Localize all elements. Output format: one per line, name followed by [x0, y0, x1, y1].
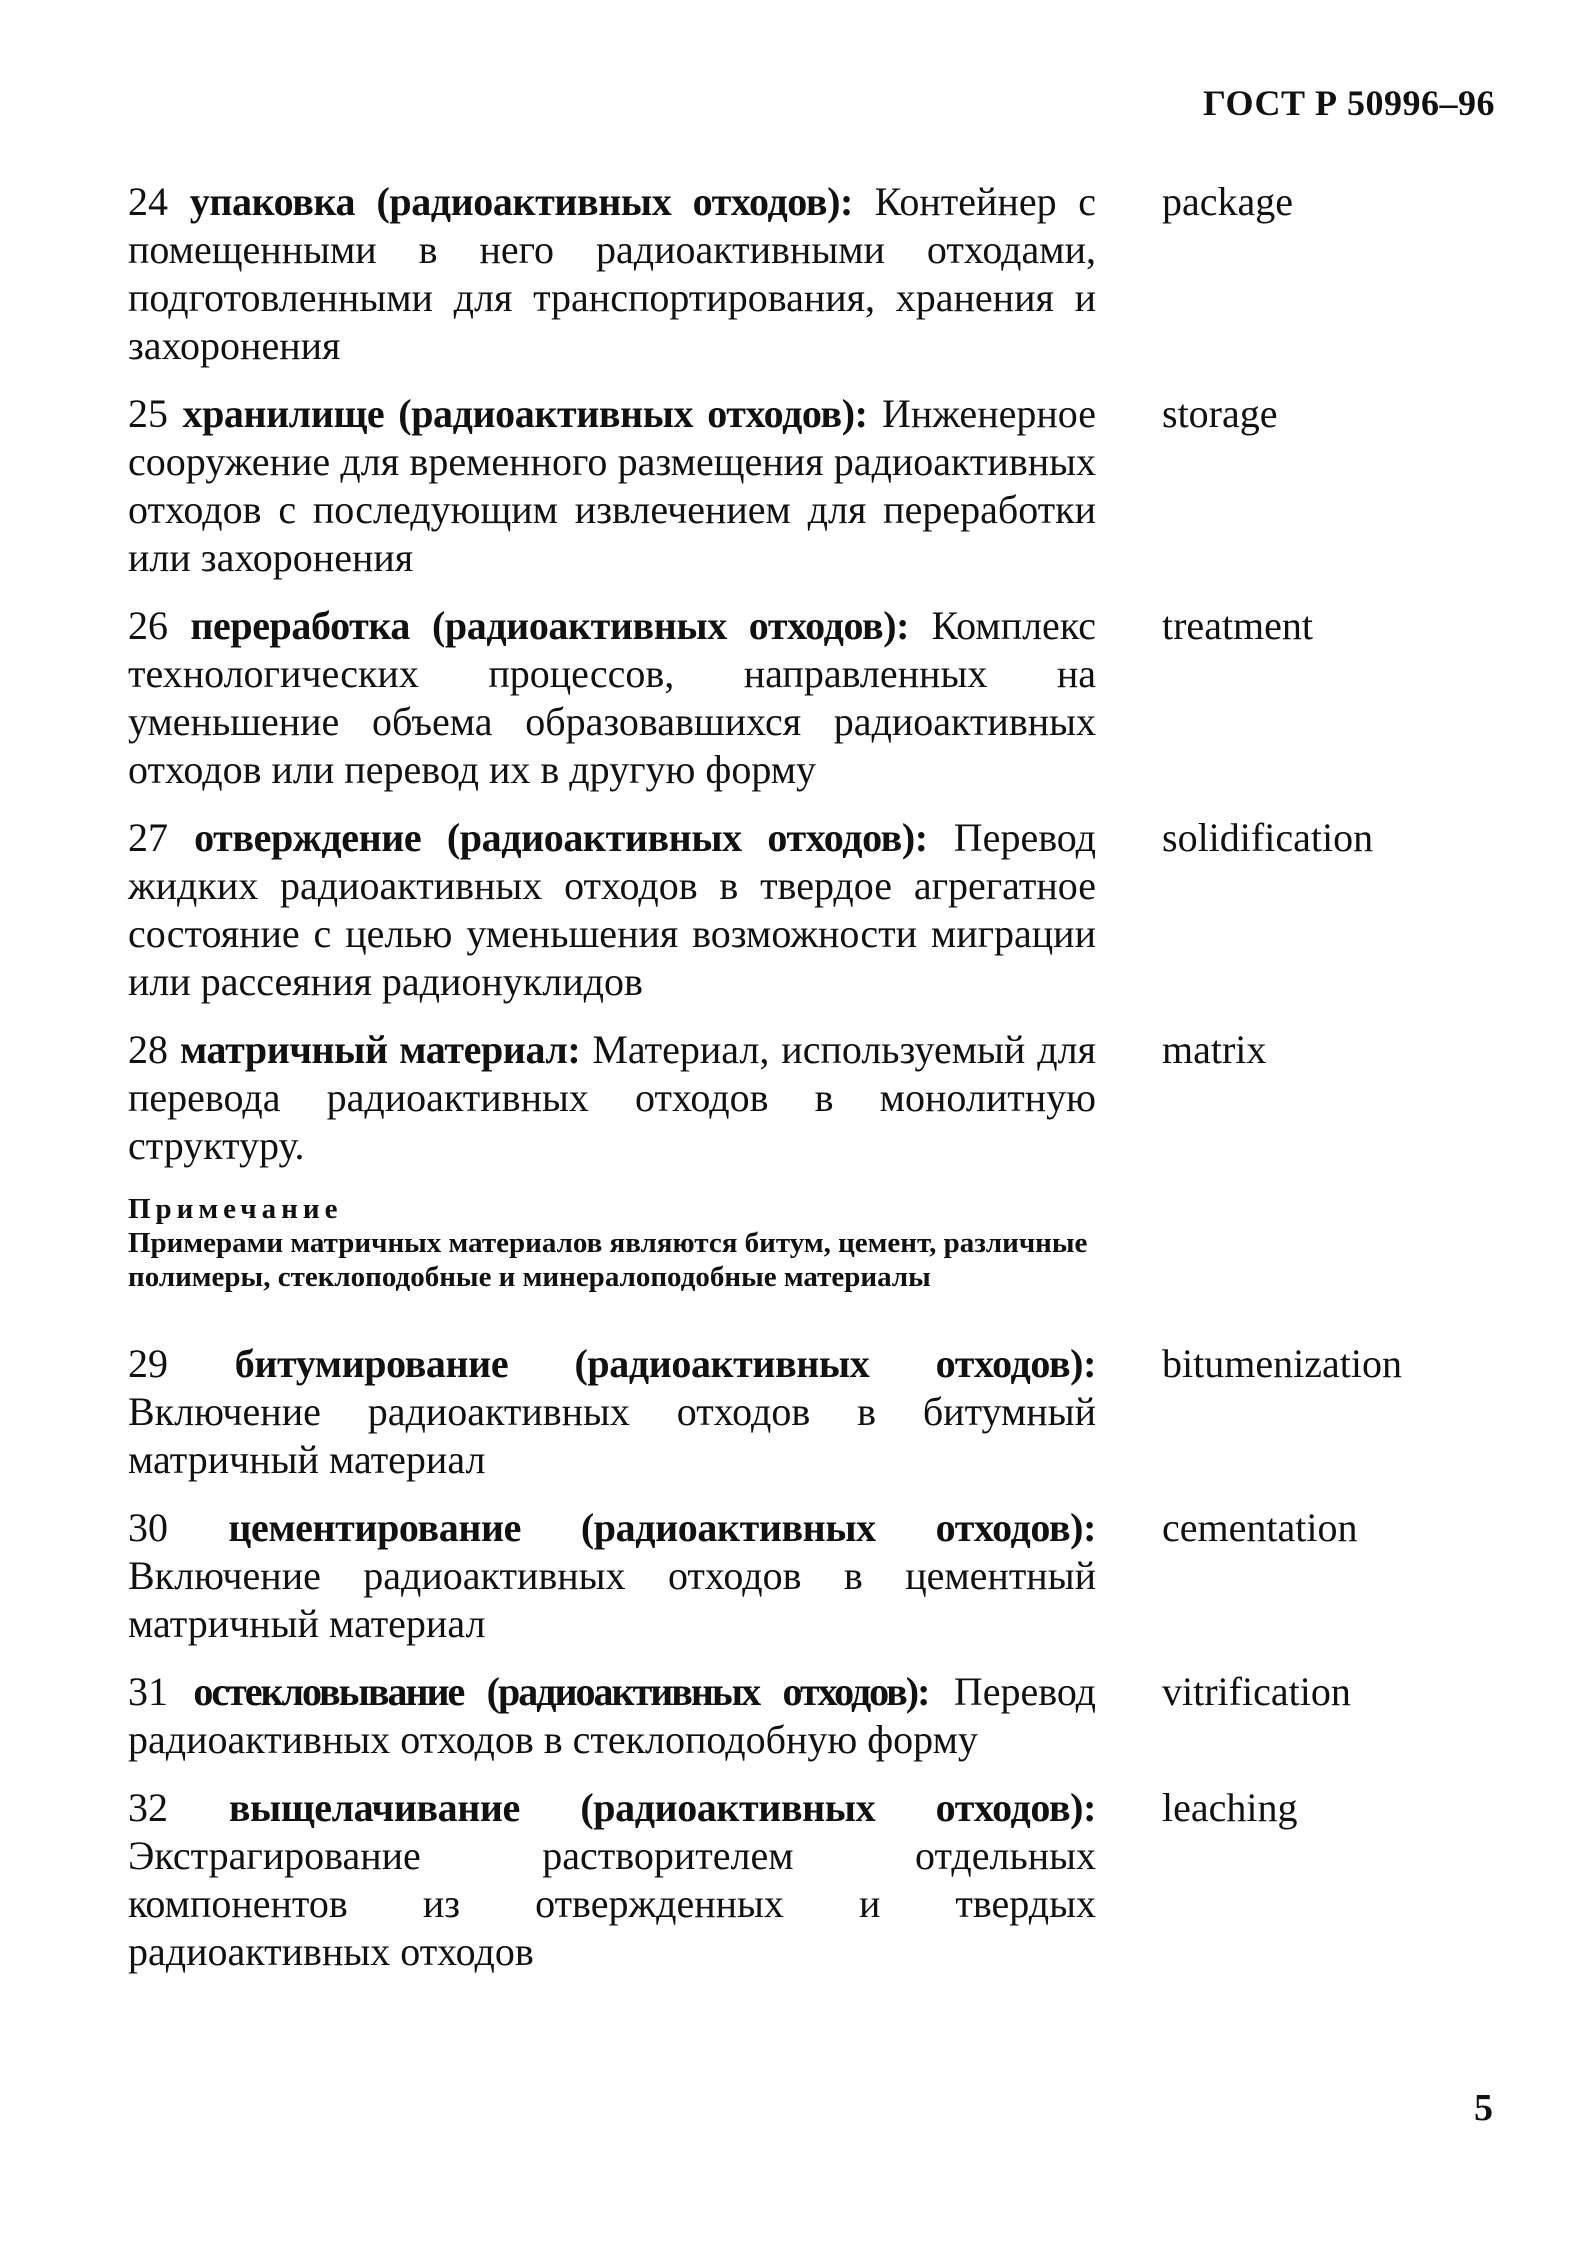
term-entry-30	[128, 1504, 1508, 1648]
term-number: 31	[128, 1669, 168, 1714]
term-english: bitumenization	[1162, 1341, 1402, 1386]
term-name: хранилище (радиоактивных отходов):	[182, 391, 868, 436]
term-english: solidification	[1162, 815, 1374, 860]
term-english: treatment	[1162, 603, 1314, 648]
term-definition-block	[128, 390, 1096, 582]
term-number: 32	[128, 1785, 168, 1830]
term-number: 24	[128, 179, 168, 224]
term-definition-block	[128, 1026, 1096, 1170]
term-entry-24	[128, 178, 1508, 370]
note-title: Примечание	[128, 1193, 343, 1225]
term-entry-25	[128, 390, 1508, 582]
term-number: 28	[128, 1027, 168, 1072]
term-entry-32	[128, 1784, 1508, 1976]
term-english: leaching	[1162, 1785, 1298, 1830]
term-definition: Экстрагирование растворителем отдельных компонентов из отвержденных и твердых радиоактивных отходов	[128, 1833, 1096, 1974]
term-definition: Перевод жидких радиоактивных отходов в твердое агрегатное состояние с целью уменьшения возможности миграции или рассеяния радионуклидов	[128, 815, 1097, 1004]
term-definition: Инженерное сооружение для временного размещения радиоактивных отходов с последующим извлечением для переработки или захоронения	[128, 391, 1096, 580]
term-name: упаковка (радиоактивных отходов):	[189, 179, 853, 224]
terms-list	[128, 178, 1508, 1996]
term-definition: Перевод радиоактивных отходов в стеклоподобную форму	[128, 1669, 1097, 1762]
term-entry-31	[128, 1668, 1508, 1764]
term-definition-block	[128, 602, 1096, 794]
term-definition-block	[128, 1340, 1096, 1484]
term-name: переработка (радиоактивных отходов):	[190, 603, 910, 648]
term-name: цементирование (радиоактивных отходов):	[228, 1505, 1097, 1550]
term-number: 25	[128, 391, 168, 436]
term-definition: Включение радиоактивных отходов в цементный матричный материал	[128, 1553, 1096, 1646]
term-number: 27	[128, 815, 168, 860]
term-definition-block	[128, 178, 1096, 370]
term-name: отверждение (радиоактивных отходов):	[194, 815, 928, 860]
term-english: storage	[1162, 391, 1278, 436]
term-definition: Включение радиоактивных отходов в битумный матричный материал	[128, 1389, 1096, 1482]
term-english: vitrification	[1162, 1669, 1351, 1714]
note-block	[128, 1192, 1096, 1294]
term-name: матричный материал:	[179, 1027, 581, 1072]
term-definition-block	[128, 1784, 1096, 1976]
term-entry-27	[128, 814, 1508, 1006]
term-definition-block	[128, 1504, 1096, 1648]
term-entry-26	[128, 602, 1508, 794]
term-english: cementation	[1162, 1505, 1358, 1550]
term-number: 26	[128, 603, 168, 648]
term-english: matrix	[1162, 1027, 1267, 1072]
page-number: 5	[1474, 2087, 1493, 2129]
term-definition: Комплекс технологических процессов, направленных на уменьшение объема образовавшихся радиоактивных отходов или перевод их в другую форму	[128, 603, 1097, 792]
note-text: Примерами матричных материалов являются битум, цемент, различные полимеры, стеклоподобные и минералоподобные материалы	[128, 1227, 1088, 1293]
term-number: 29	[128, 1341, 168, 1386]
term-name: битумирование (радиоактивных отходов):	[234, 1341, 1097, 1386]
term-number: 30	[128, 1505, 168, 1550]
term-entry-29	[128, 1340, 1508, 1484]
term-definition-block	[128, 1668, 1096, 1764]
term-name: остекловывание (радиоактивных отходов):	[193, 1669, 929, 1714]
term-english: package	[1162, 179, 1294, 224]
term-definition-block	[128, 814, 1096, 1006]
term-entry-28	[128, 1026, 1508, 1170]
term-name: выщелачивание (радиоактивных отходов):	[228, 1785, 1097, 1830]
term-definition: Материал, используемый для перевода радиоактивных отходов в монолитную структуру.	[128, 1027, 1097, 1168]
term-definition: Контейнер с помещенными в него радиоактивными отходами, подготовленными для транспортирования, хранения и захоронения	[128, 179, 1097, 368]
document-code: ГОСТ Р 50996–96	[1203, 83, 1495, 123]
